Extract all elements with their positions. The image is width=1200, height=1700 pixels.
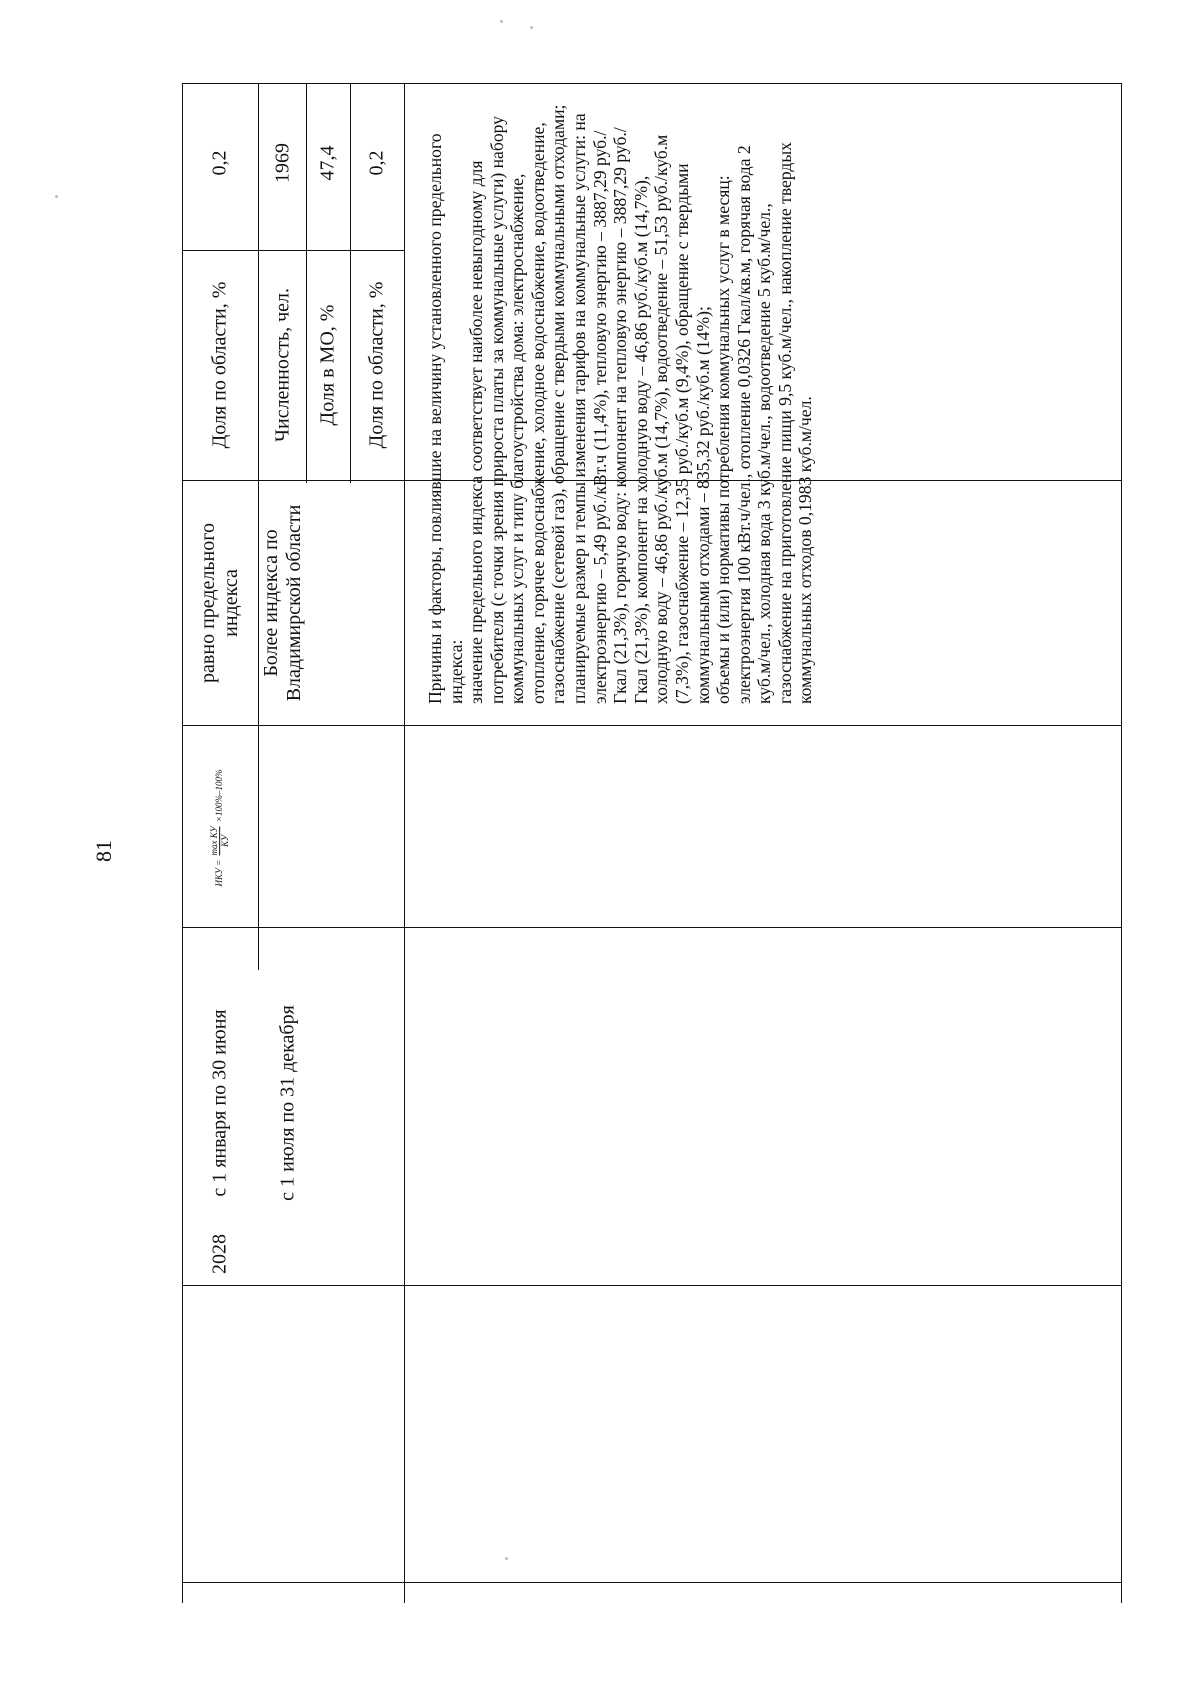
row1-measure: Доля по области, % [208,281,231,449]
row2-measure-region-share: Доля по области, % [365,281,388,449]
row2-measure-mo-share: Доля в МО, % [316,304,339,426]
causes-text-block [425,104,1105,704]
row1-label: равно предельного индекса [197,523,242,683]
row2-value-population: 1969 [271,143,294,183]
formula-divider [182,725,1122,726]
causes-consumption-norms: объемы и (или) нормативы потребления коммунальных услуг в месяц: электроэнергия 100 кВт.ч/чел., отопление 0,0326 Гкал/кв.м, горячая вода 2 куб.м/чел., холодная вода 3 куб.м/чел., водоотведение 5 куб.м/чел., газоснабжение на приготовление пищи 9,5 куб.м/чел., накопление твердых коммунальных отходов 0,1983 куб.м/чел. [713,142,816,704]
page-number: 81 [91,840,116,862]
causes-tariffs: планируемые размер и темпы изменения тарифов на коммунальные услуги: на электроэнергию – 5,49 руб./кВт.ч (11,4%), тепловую энергию – 3887,29 руб./Гкал (21,3%), горячую воду: компонент на тепловую энергию – 3887,29 руб./Гкал (21,3%), компонент на холодную воду – 46,86 руб./куб.м (14,7%), холодную воду – 46,86 руб./куб.м (14,7%), водоотведение – 51,53 руб./куб.м (7,3%), газоснабжение – 12,35 руб./куб.м (9,4%), обращение с твердыми коммунальными отходами – 835,32 руб./куб.м (14%); [569,113,713,704]
table-right-border [1121,83,1122,1603]
scan-speck [505,1557,508,1560]
measure-sub-divider [350,250,404,251]
lower-region-line [182,1582,1122,1583]
index-formula: ИКУ = max КУ КУ ×100%–100% [209,769,231,887]
row2a-divider [306,83,307,483]
causes-services-set: значение предельного индекса соответствует наиболее невыгодному для потребителя (с точки зрения прироста платы за коммунальные услуги) набору коммунальных услуг и типу благоустройства дома: электроснабжение, отопление, горячее водоснабжение, холодное водоснабжение, водоотведение, газоснабжение (сетевой газ), обращение с твердыми коммунальными отходами; [466,104,569,704]
row2-bottom-divider [404,83,405,1603]
formula-denominator: КУ [220,834,231,847]
table-left-border [182,83,183,1603]
scan-speck [500,20,503,23]
scan-speck [530,26,533,29]
formula-numerator: max КУ [209,826,220,856]
causes-heading: Причины и факторы, повлиявшие на величину установленного предельного индекса: [425,133,466,704]
lower-region-top [182,1285,1122,1286]
row2-measure-population: Численность, чел. [271,288,294,442]
scan-speck [55,195,58,198]
row2-value-mo-share: 47,4 [316,145,339,181]
row2b-divider [350,83,351,483]
row1-value: 0,2 [208,150,231,176]
formula-fraction [209,826,231,855]
row1-divider [258,83,259,970]
table-top-border [182,83,1122,84]
period-divider [182,927,1122,928]
year-cell: 2028 [208,1234,231,1274]
period-first-half: с 1 января по 30 июня [208,1009,231,1197]
period-second-half: с 1 июля по 31 декабря [276,1005,299,1201]
row2-value-region-share: 0,2 [365,150,388,176]
formula-lhs: ИКУ [214,868,225,887]
formula-tail: ×100%–100% [214,769,225,823]
row2-label: Более индекса по Владимирской области [260,504,305,702]
